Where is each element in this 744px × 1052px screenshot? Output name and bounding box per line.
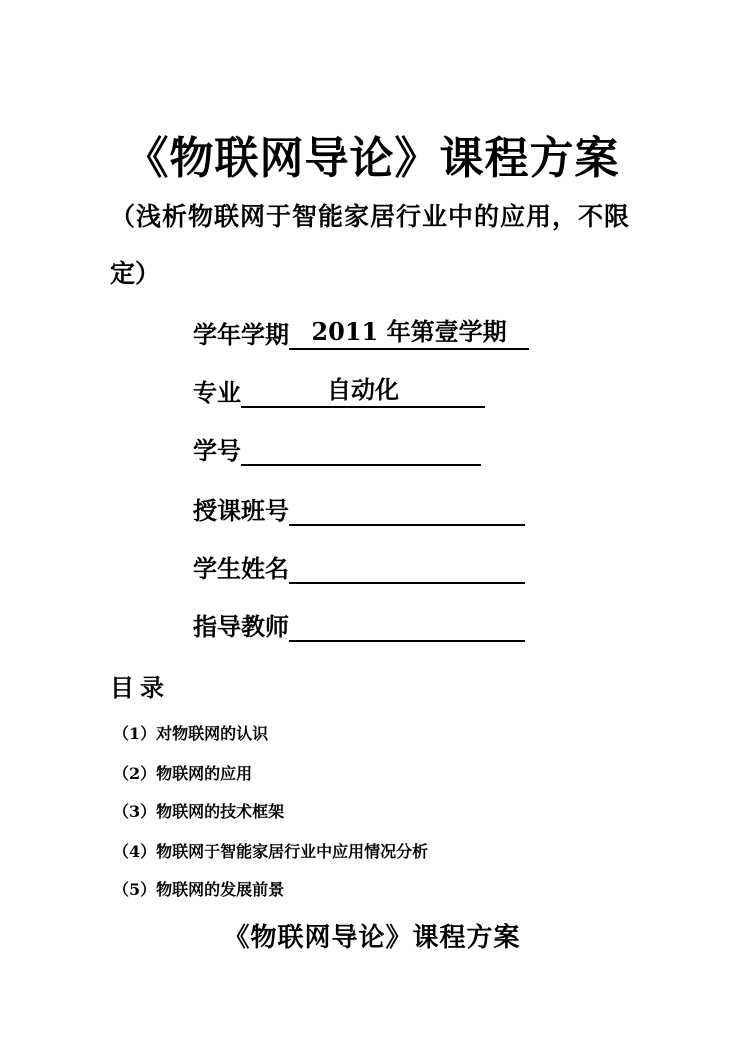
page-title: 《物联网导论》课程方案 xyxy=(124,133,620,184)
field-value-major: 自动化 xyxy=(241,376,485,408)
field-advisor xyxy=(193,606,525,642)
field-value-student-id xyxy=(241,434,481,466)
field-major xyxy=(193,372,485,408)
field-student-id xyxy=(193,430,481,466)
field-label-major: 专业 xyxy=(193,378,241,407)
field-label-advisor: 指导教师 xyxy=(193,612,289,641)
field-value-advisor xyxy=(289,610,525,642)
toc-heading: 目录 xyxy=(110,673,170,702)
subtitle-line-1: （浅析物联网于智能家居行业中的应用，不限 xyxy=(110,202,631,231)
section-title: 《物联网导论》课程方案 xyxy=(223,923,521,953)
subtitle-line-2: 定） xyxy=(110,259,161,288)
field-value-class-no xyxy=(289,494,525,526)
field-value-student-name xyxy=(289,552,525,584)
toc-item: （1）对物联网的认识 xyxy=(113,724,269,743)
toc-item: （3）物联网的技术框架 xyxy=(113,802,285,821)
field-value-semester: 2011 年第壹学期 xyxy=(289,318,529,350)
toc-item: （5）物联网的发展前景 xyxy=(113,880,285,899)
field-label-student-id: 学号 xyxy=(193,436,241,465)
field-label-student-name: 学生姓名 xyxy=(193,554,289,583)
field-label-semester: 学年学期 xyxy=(193,320,289,349)
field-class-no xyxy=(193,490,525,526)
toc-item: （4）物联网于智能家居行业中应用情况分析 xyxy=(113,842,429,861)
field-student-name xyxy=(193,548,525,584)
field-semester xyxy=(193,314,529,350)
toc-item: （2）物联网的应用 xyxy=(113,764,253,783)
field-label-class-no: 授课班号 xyxy=(193,496,289,525)
